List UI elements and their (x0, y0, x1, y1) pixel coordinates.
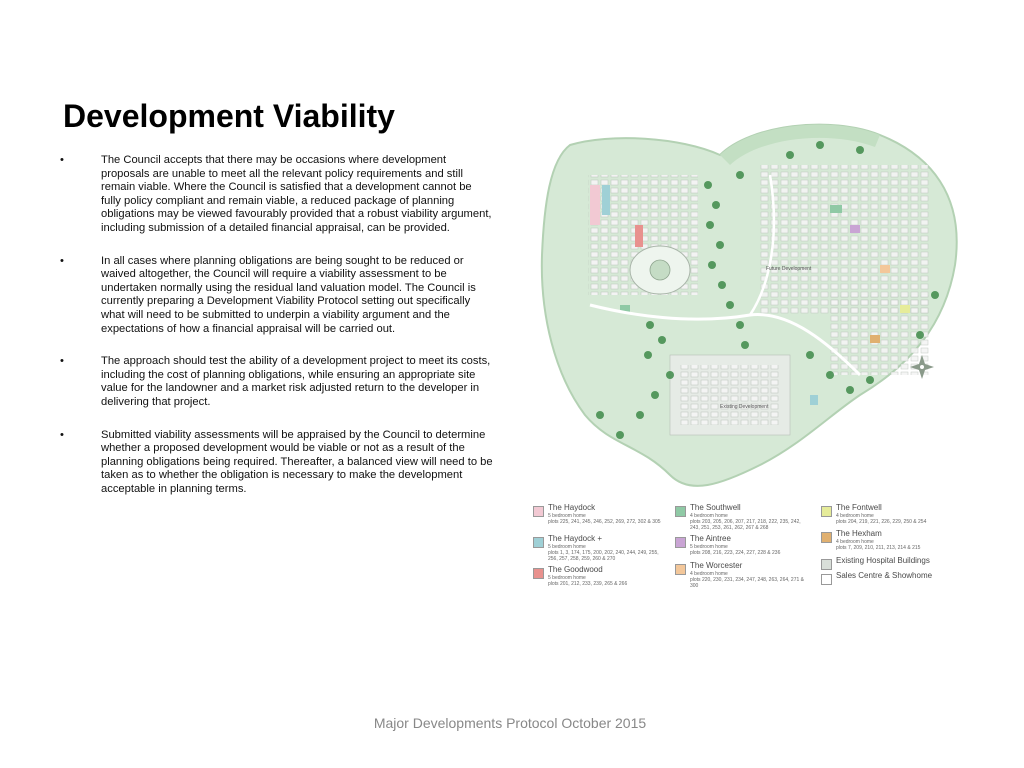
legend-name: The Worcester (690, 561, 743, 570)
legend-swatch (533, 537, 544, 548)
legend-swatch (675, 537, 686, 548)
legend-plots: plots 201, 212, 233, 239, 265 & 266 (548, 581, 628, 587)
legend-name: The Hexham (836, 529, 882, 538)
legend-name: The Southwell (690, 503, 741, 512)
legend-swatch (821, 532, 832, 543)
bullet-text: In all cases where planning obligations are being sought to be reduced or waived altogether, the Council will require a viability assessment to be undertaken normally using the residual land valuation model. The Council is currently preparing a Development Viability Protocol setting out specifically what will need to be submitted to underpin a viability argument and the expectations of how a financial appraisal will be carried out. (101, 254, 476, 335)
legend-name: The Goodwood (548, 565, 603, 574)
legend-plots: plots 220, 230, 231, 234, 247, 248, 263, 264, 271 & 300 (690, 577, 804, 589)
legend-name: The Haydock + (548, 534, 603, 543)
housing-block (760, 165, 930, 315)
legend-name: Sales Centre & Showhome (836, 571, 933, 580)
bullet-marker: • (60, 355, 64, 368)
bullet-marker: • (60, 254, 64, 267)
legend-desc: 5 bedroom home (548, 575, 586, 581)
map-label-future-development: Future Development (766, 266, 812, 272)
bullet-text: The Council accepts that there may be occasions where development proposals are unable to meet all the relevant policy requirements and still remain viable. Where the Council is satisfied that a development cannot be fully policy compliant and remain viable, a reduced package of planning obligations may be viewed favourably provided that a robust viability argument, including submission of a detailed financial appraisal, can be provided. (101, 154, 492, 234)
legend-plots: plots 7, 209, 210, 211, 213, 214 & 215 (836, 545, 921, 551)
legend-desc: 4 bedroom home (690, 513, 728, 519)
bullet-item (60, 429, 494, 497)
bullet-text: Submitted viability assessments will be appraised by the Council to determine whether a proposed development would be viable or not as a result of the planning obligations being required. Thereafter, a balanced view will need to be taken as to whether the obligation is necessary to make the development acceptable in planning terms. (101, 428, 493, 495)
legend-desc: 5 bedroom home (690, 544, 728, 550)
bullet-list (60, 154, 494, 515)
slide-title: Development Viability (63, 98, 395, 134)
legend-plots: plots 1, 3, 174, 175, 200, 202, 240, 244, 249, 255, 256, 257, 258, 259, 260 & 270 (548, 550, 659, 562)
legend-desc: 4 bedroom home (836, 539, 874, 545)
legend-name: Existing Hospital Buildings (836, 556, 930, 565)
legend-swatch (533, 506, 544, 517)
legend-swatch (821, 574, 832, 585)
bullet-text: The approach should test the ability of a development project to meet its costs, including the cost of planning obligations, while ensuring an appropriate site value for the landowner and a market risk adjusted return to the developer in delivering that project. (101, 355, 491, 408)
bullet-item (60, 255, 494, 337)
legend-swatch (533, 568, 544, 579)
legend-swatch (821, 559, 832, 570)
legend-swatch (675, 506, 686, 517)
legend-desc: 5 bedroom home (548, 544, 586, 550)
legend-plots: plots 208, 216, 223, 224, 227, 228 & 236 (690, 550, 781, 556)
legend-name: The Haydock (548, 503, 596, 512)
footer-text: Major Developments Protocol October 2015 (373, 715, 647, 731)
legend-plots: plots 203, 205, 206, 207, 217, 218, 222, 235, 242, 243, 251, 253, 261, 262, 267 & 268 (690, 519, 801, 531)
legend-plots: plots 204, 219, 221, 226, 229, 250 & 254 (836, 519, 927, 525)
legend-swatch (675, 564, 686, 575)
legend-desc: 4 bedroom home (836, 513, 874, 519)
legend-desc: 4 bedroom home (690, 571, 728, 577)
map-legend (533, 503, 953, 598)
legend-swatch (821, 506, 832, 517)
bullet-item (60, 154, 494, 236)
legend-name: The Fontwell (836, 503, 882, 512)
map-label-existing-development: Existing Development (720, 404, 769, 410)
bullet-marker: • (60, 154, 64, 166)
legend-desc: 5 bedroom home (548, 513, 586, 519)
bullet-marker: • (60, 428, 64, 441)
legend-plots: plots 225, 241, 245, 246, 252, 269, 272, 302 & 305 (548, 519, 661, 525)
site-plan-map (530, 115, 970, 495)
legend-name: The Aintree (690, 534, 731, 543)
bullet-item (60, 355, 494, 409)
